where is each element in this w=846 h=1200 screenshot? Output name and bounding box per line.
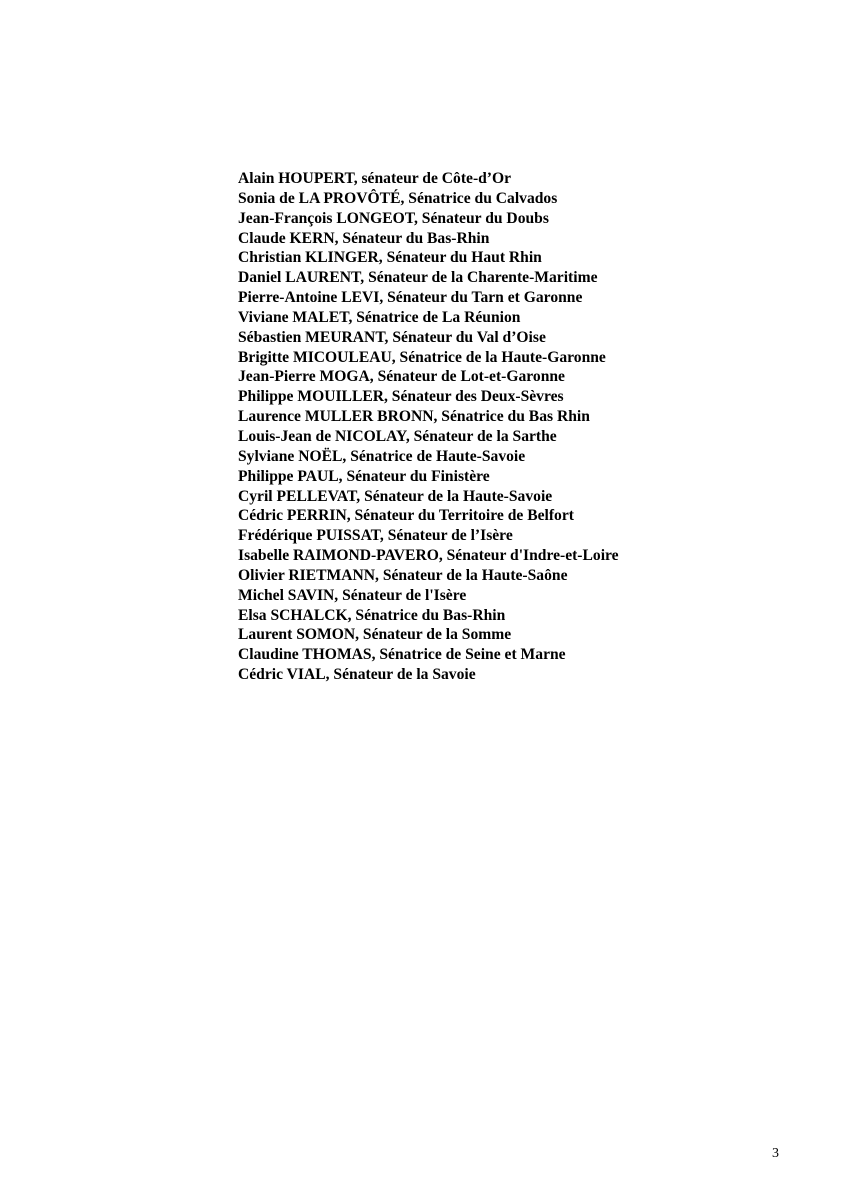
signatory-line: Daniel LAURENT, Sénateur de la Charente-Maritime [238,269,598,287]
signatory-line: Frédérique PUISSAT, Sénateur de l’Isère [238,527,513,545]
signatory-line: Michel SAVIN, Sénateur de l'Isère [238,586,467,604]
signatory-line: Christian KLINGER, Sénateur du Haut Rhin [238,249,542,267]
signatory-line: Sonia de LA PROVÔTÉ, Sénatrice du Calvados [238,189,558,207]
signatory-line: Cédric PERRIN, Sénateur du Territoire de Belfort [238,507,574,525]
signatory-line: Sylviane NOËL, Sénatrice de Haute-Savoie [238,447,526,465]
signatory-line: Isabelle RAIMOND-PAVERO, Sénateur d'Indre-et-Loire [238,547,619,565]
signatory-line: Claude KERN, Sénateur du Bas-Rhin [238,229,490,247]
page-number: 3 [772,1146,779,1161]
signatory-line: Laurence MULLER BRONN, Sénatrice du Bas Rhin [238,408,590,426]
signatory-line: Jean-François LONGEOT, Sénateur du Doubs [238,209,549,227]
signatory-line: Alain HOUPERT, sénateur de Côte-d’Or [238,170,512,187]
signatory-line: Philippe MOUILLER, Sénateur des Deux-Sèvres [238,388,564,406]
signatory-line: Cyril PELLEVAT, Sénateur de la Haute-Savoie [238,487,553,505]
signatory-line: Claudine THOMAS, Sénatrice de Seine et Marne [238,646,566,664]
signatory-line: Elsa SCHALCK, Sénatrice du Bas-Rhin [238,606,506,624]
signatory-line: Jean-Pierre MOGA, Sénateur de Lot-et-Garonne [238,368,565,386]
signatory-line: Cédric VIAL, Sénateur de la Savoie [238,666,476,684]
signatory-list [238,169,619,685]
signatory-line: Philippe PAUL, Sénateur du Finistère [238,467,490,485]
signatory-line: Brigitte MICOULEAU, Sénatrice de la Haute-Garonne [238,348,606,366]
signatory-line: Pierre-Antoine LEVI, Sénateur du Tarn et Garonne [238,289,583,307]
signatory-line: Sébastien MEURANT, Sénateur du Val d’Oise [238,328,546,346]
signatory-line: Louis-Jean de NICOLAY, Sénateur de la Sarthe [238,427,557,445]
signatory-line: Olivier RIETMANN, Sénateur de la Haute-Saône [238,566,568,584]
signatory-line: Viviane MALET, Sénatrice de La Réunion [238,308,521,326]
signatory-line: Laurent SOMON, Sénateur de la Somme [238,626,512,644]
